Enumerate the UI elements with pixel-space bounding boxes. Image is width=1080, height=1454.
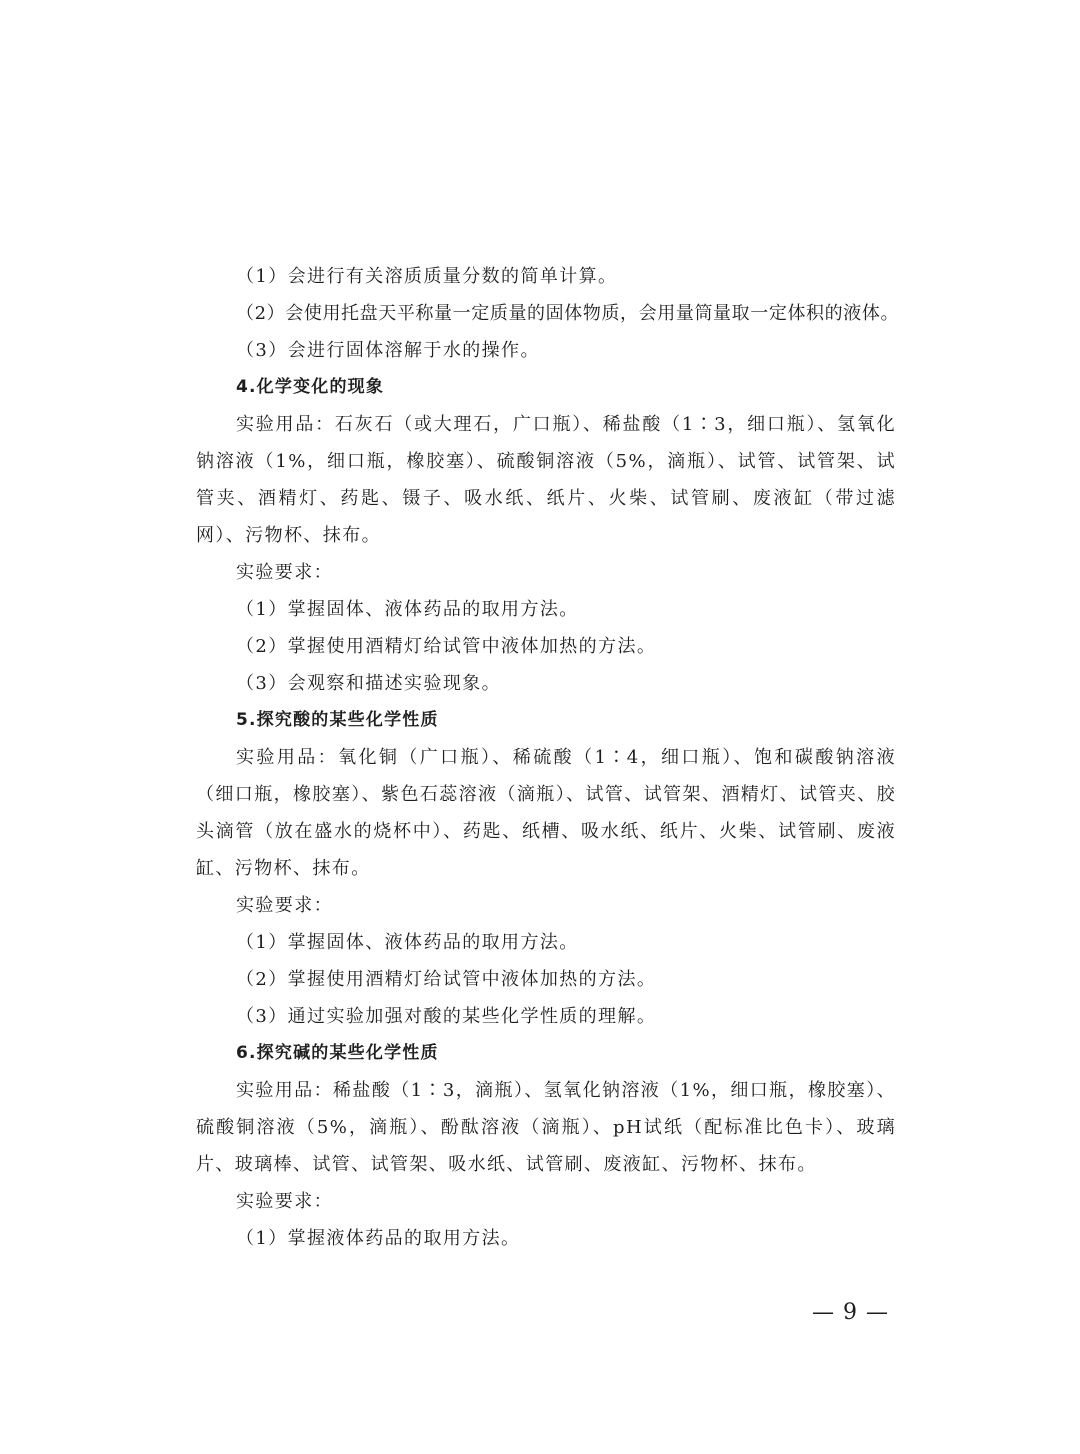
section-5-requirement-1: （1）掌握固体、液体药品的取用方法。 xyxy=(236,932,579,953)
document-body xyxy=(196,258,900,1257)
section-5-heading: 5.探究酸的某些化学性质 xyxy=(236,710,439,730)
section-5-requirement-2: （2）掌握使用酒精灯给试管中液体加热的方法。 xyxy=(236,969,657,990)
intro-item-2: （2）会使用托盘天平称量一定质量的固体物质，会用量筒量取一定体积的液体。 xyxy=(236,303,900,324)
section-6-requirement-1: （1）掌握液体药品的取用方法。 xyxy=(236,1228,521,1249)
section-6-heading: 6.探究碱的某些化学性质 xyxy=(236,1043,439,1063)
section-6-requirements-label: 实验要求： xyxy=(236,1191,333,1212)
section-5-requirements-label: 实验要求： xyxy=(236,895,333,916)
section-4-requirement-1: （1）掌握固体、液体药品的取用方法。 xyxy=(236,599,579,620)
intro-item-1: （1）会进行有关溶质质量分数的简单计算。 xyxy=(236,266,618,287)
section-4-requirements-label: 实验要求： xyxy=(236,562,333,583)
section-4-requirement-3: （3）会观察和描述实验现象。 xyxy=(236,673,502,694)
section-6-materials: 实验用品：稀盐酸（1∶3，滴瓶）、氢氧化钠溶液（1%，细口瓶，橡胶塞）、硫酸铜溶液（5%，滴瓶）、酚酞溶液（滴瓶）、pH试纸（配标准比色卡）、玻璃片、玻璃棒、试管、试管架、吸水纸、试管刷、废液缸、污物杯、抹布。 xyxy=(196,1080,896,1175)
section-5-requirement-3: （3）通过实验加强对酸的某些化学性质的理解。 xyxy=(236,1006,657,1027)
section-4-heading: 4.化学变化的现象 xyxy=(236,377,385,397)
section-4-requirement-2: （2）掌握使用酒精灯给试管中液体加热的方法。 xyxy=(236,636,657,657)
intro-item-3: （3）会进行固体溶解于水的操作。 xyxy=(236,340,540,361)
section-5-materials: 实验用品：氧化铜（广口瓶）、稀硫酸（1∶4，细口瓶）、饱和碳酸钠溶液（细口瓶，橡胶塞）、紫色石蕊溶液（滴瓶）、试管、试管架、酒精灯、试管夹、胶头滴管（放在盛水的烧杯中）、药匙、纸槽、吸水纸、纸片、火柴、试管刷、废液缸、污物杯、抹布。 xyxy=(196,747,896,879)
section-4-materials: 实验用品：石灰石（或大理石，广口瓶）、稀盐酸（1∶3，细口瓶）、氢氧化钠溶液（1%，细口瓶，橡胶塞）、硫酸铜溶液（5%，滴瓶）、试管、试管架、试管夹、酒精灯、药匙、镊子、吸水纸、纸片、火柴、试管刷、废液缸（带过滤网）、污物杯、抹布。 xyxy=(196,414,896,546)
page-number: — 9 — xyxy=(812,1300,889,1325)
